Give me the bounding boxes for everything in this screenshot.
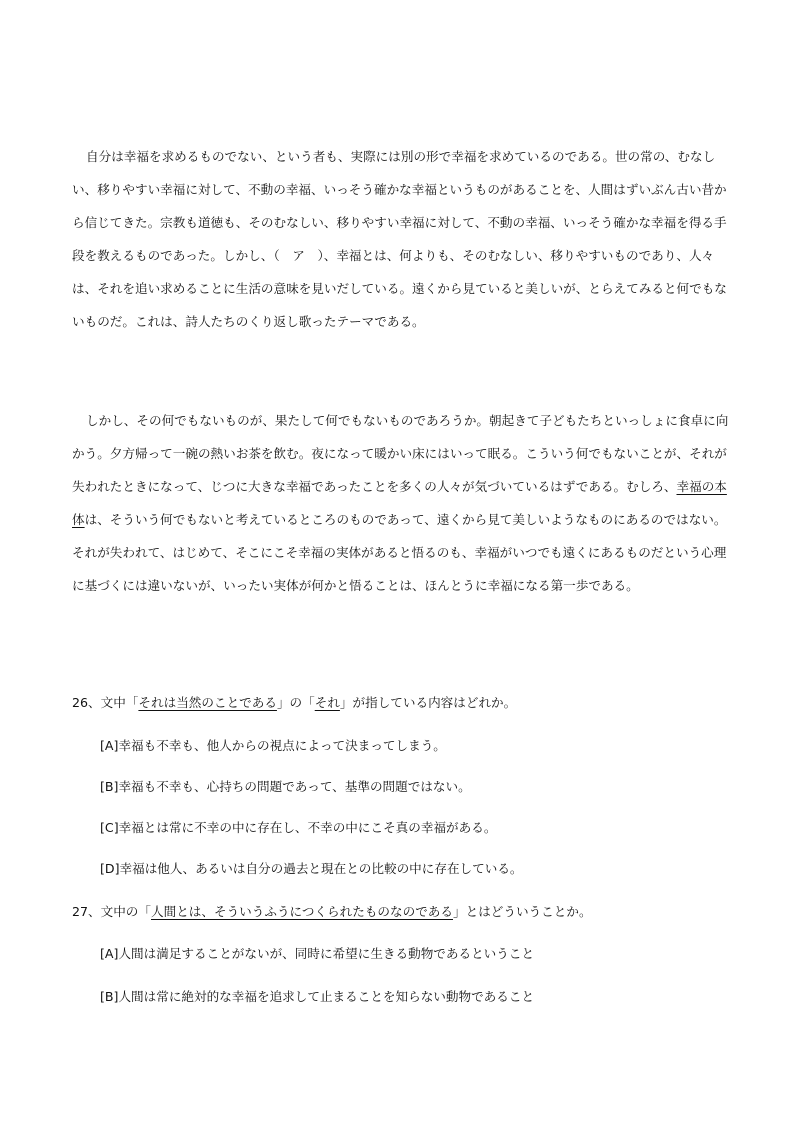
q26-underlined-sore: それ bbox=[314, 695, 340, 710]
underlined-phrase-happiness-essence: 幸福の本体 bbox=[72, 479, 727, 527]
q26-option-c[interactable]: [C]幸福とは常に不幸の中に存在し、不幸の中にこそ真の幸福がある。 bbox=[100, 820, 497, 835]
passage-paragraph-1 bbox=[72, 140, 732, 338]
passage-para2-before: しかし、その何でもないものが、果たして何でもないものであろうか。朝起きて子どもたちといっしょに食卓に向かう。夕方帰って一碗の熱いお茶を飲む。夜になって暖かい床にはいって眠る。こういう何でもないことが、それが失われたときになって、じつに大きな幸福であったことを多くの人々が気づいているはずである。むしろ、 bbox=[72, 413, 729, 494]
q26-underlined-quote: それは当然のことである bbox=[138, 695, 277, 710]
question-26: 26、文中「それは当然のことである」の「それ」が指している内容はどれか。 bbox=[72, 695, 517, 710]
q26-option-b[interactable]: [B]幸福も不幸も、心持ちの問題であって、基準の問題ではない。 bbox=[100, 779, 471, 794]
q27-option-b[interactable]: [B]人間は常に絶対的な幸福を追求して止まることを知らない動物であること bbox=[100, 989, 535, 1004]
q26-option-d[interactable]: [D]幸福は他人、あるいは自分の過去と現在との比較の中に存在している。 bbox=[100, 861, 523, 876]
question-27: 27、文中の「人間とは、そういうふうにつくられたものなのである」とはどういうことか。 bbox=[72, 904, 592, 919]
passage-para2-after: は、そういう何でもないと考えているところのものであって、遠くから見て美しいようなものにあるのではない。それが失われて、はじめて、そこにこそ幸福の実体があると悟るのも、幸福がいつでも遠くにあるものだという心理に基づくには違いないが、いったい実体が何かと悟ることは、ほんとうに幸福になる第一歩である。 bbox=[72, 512, 727, 593]
q27-underlined-quote: 人間とは、そういうふうにつくられたものなのである bbox=[151, 904, 453, 919]
passage-paragraph-2 bbox=[72, 404, 732, 602]
q26-option-a[interactable]: [A]幸福も不幸も、他人からの視点によって決まってしまう。 bbox=[100, 738, 446, 753]
q27-option-a[interactable]: [A]人間は満足することがないが、同時に希望に生きる動物であるということ bbox=[100, 946, 535, 961]
passage-para1-text: 自分は幸福を求めるものでない、という者も、実際には別の形で幸福を求めているのである。世の常の、むなしい、移りやすい幸福に対して、不動の幸福、いっそう確かな幸福というものがあることを、人間はずいぶん古い昔から信じてきた。宗教も道徳も、そのむなしい、移りやすい幸福に対して、不動の幸福、いっそう確かな幸福を得る手段を教えるものであった。しかし、（ ア ）、幸福とは、何よりも、そのむなしい、移りやすいものであり、人々は、それを追い求めることに生活の意味を見いだしている。遠くから見ていると美しいが、とらえてみると何でもないものだ。これは、詩人たちのくり返し歌ったテーマである。 bbox=[72, 149, 727, 329]
